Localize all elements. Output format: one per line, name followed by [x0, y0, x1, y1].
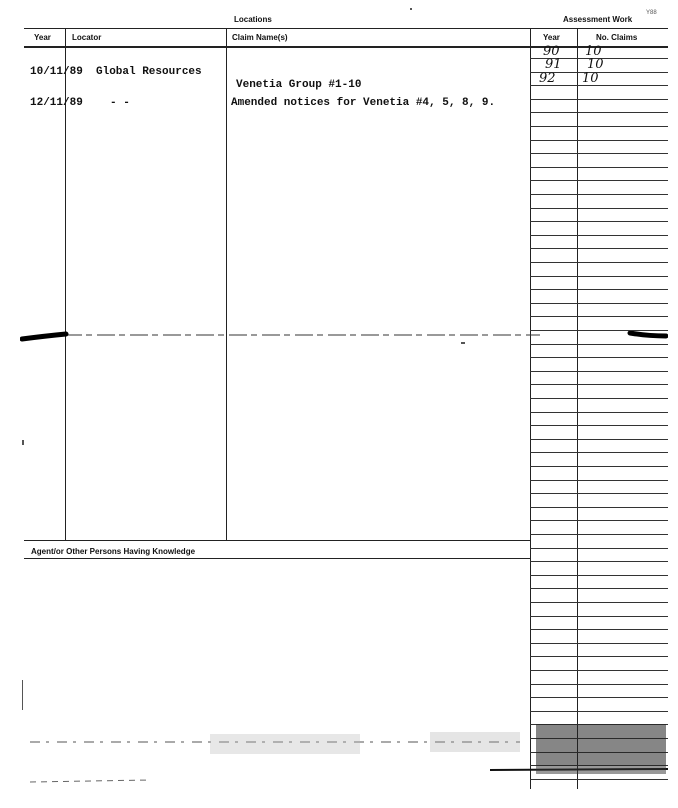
assessment-rule-line: [530, 316, 668, 317]
assessment-rule-line: [530, 507, 668, 508]
assessment-rule-line: [530, 670, 668, 671]
assessment-rule-line: [530, 684, 668, 685]
entry-2-locator: - -: [110, 97, 130, 109]
entry-2-date: 12/11/89: [30, 97, 83, 109]
aw-row-3-claims: 10: [582, 71, 599, 86]
claims-column-line: [226, 29, 227, 540]
assessment-rule-line: [530, 711, 668, 712]
assessment-rule-line: [530, 167, 668, 168]
assessment-rule-line: [530, 629, 668, 630]
assessment-rule-line: [530, 412, 668, 413]
scan-speck: [410, 8, 412, 10]
assessment-rule-line: [530, 616, 668, 617]
assessment-rule-line: [530, 452, 668, 453]
entry-1-date: 10/11/89: [30, 66, 83, 78]
assessment-rule-line: [530, 425, 668, 426]
assessment-rule-line: [530, 344, 668, 345]
assessment-rule-line: [530, 112, 668, 113]
assessment-rule-line: [530, 248, 668, 249]
assessment-rule-line: [530, 588, 668, 589]
locations-title: Locations: [234, 15, 272, 24]
assessment-rule-line: [530, 276, 668, 277]
assessment-rule-line: [530, 303, 668, 304]
col-header-locator: Locator: [72, 33, 102, 42]
assessment-rule-line: [530, 235, 668, 236]
assessment-rule-line: [530, 357, 668, 358]
scan-noise: [0, 720, 678, 808]
scan-speck: [461, 342, 465, 344]
agent-section-rule: [24, 558, 530, 559]
col-header-no-claims: No. Claims: [596, 33, 638, 42]
assessment-rule-line: [530, 493, 668, 494]
assessment-rule-line: [530, 697, 668, 698]
assessment-rule-line: [530, 656, 668, 657]
assessment-rule-line: [530, 575, 668, 576]
assessment-rule-line: [530, 466, 668, 467]
col-header-year: Year: [34, 33, 51, 42]
corner-mark: Y88: [646, 10, 657, 16]
assessment-rule-line: [530, 99, 668, 100]
assessment-rule-line: [530, 548, 668, 549]
col-header-aw-year: Year: [543, 33, 560, 42]
assessment-rule-line: [530, 534, 668, 535]
aw-row-1-claims: 10: [585, 44, 602, 59]
assessment-rule-line: [530, 153, 668, 154]
assessment-rule-line: [530, 643, 668, 644]
entry-1-claim: Venetia Group #1-10: [236, 79, 362, 91]
assessment-rule-line: [530, 480, 668, 481]
aw-row-2-year: 91: [545, 57, 562, 72]
assessment-rules: [530, 0, 668, 808]
assessment-rule-line: [530, 561, 668, 562]
assessment-rule-line: [530, 180, 668, 181]
assessment-rule-line: [530, 221, 668, 222]
assessment-rule-line: [530, 602, 668, 603]
scan-speck: [22, 440, 24, 445]
locations-bottom-rule: [24, 540, 530, 541]
assessment-rule-line: [530, 194, 668, 195]
assessment-rule-line: [530, 384, 668, 385]
assessment-rule-line: [530, 140, 668, 141]
aw-row-2-claims: 10: [587, 57, 604, 72]
assessment-rule-line: [530, 126, 668, 127]
assessment-rule-line: [530, 520, 668, 521]
entry-2-claim: Amended notices for Venetia #4, 5, 8, 9.: [231, 97, 496, 109]
assessment-rule-line: [530, 371, 668, 372]
assessment-work-title: Assessment Work: [563, 15, 633, 24]
scan-speck: [22, 680, 23, 710]
agent-section-title: Agent/or Other Persons Having Knowledge: [31, 547, 196, 556]
assessment-rule-line: [530, 330, 668, 331]
assessment-rule-line: [530, 208, 668, 209]
aw-row-3-year: 92: [539, 71, 556, 86]
col-header-claim-names: Claim Name(s): [232, 33, 288, 42]
assessment-rule-line: [530, 398, 668, 399]
assessment-rule-line: [530, 262, 668, 263]
aw-row-1-year: 90: [543, 44, 560, 59]
entry-1-locator: Global Resources: [96, 66, 202, 78]
assessment-rule-line: [530, 289, 668, 290]
assessment-rule-line: [530, 439, 668, 440]
